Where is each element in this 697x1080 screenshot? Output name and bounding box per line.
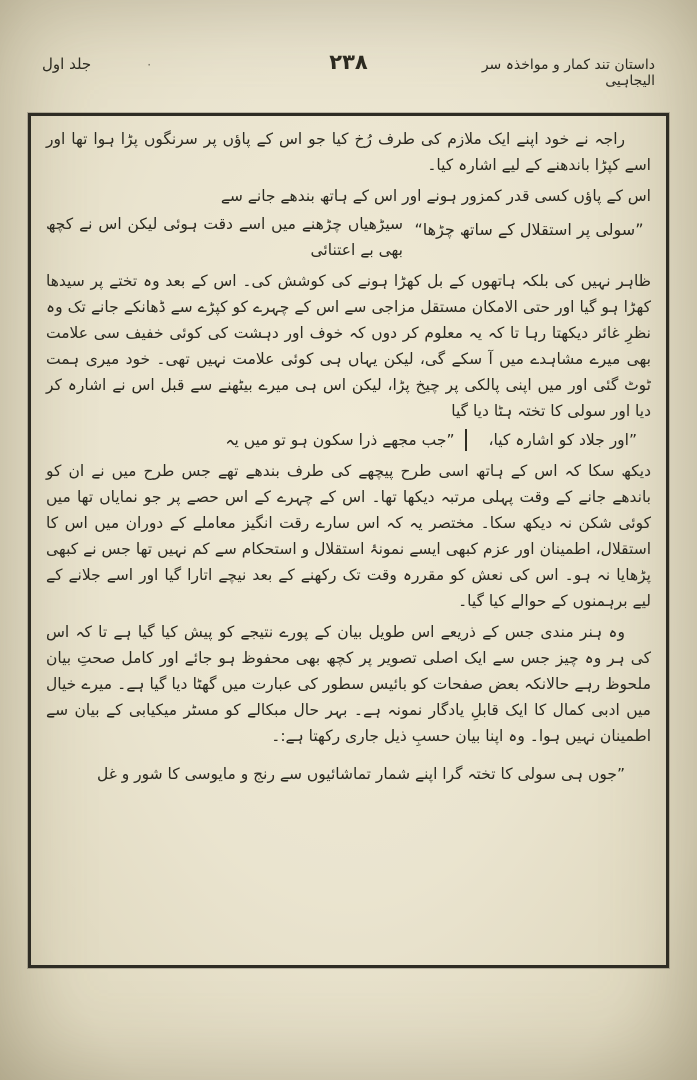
book-title: داستان تند کمار و مواخذہ سر الیجاہیی (481, 57, 655, 89)
opening-paragraph: راجہ نے خود اپنے ایک ملازم کی طرف رُخ کیا جو اس کے پاؤں پر سرنگوں پڑا ہوا تھا اور اسے کپڑا باندھنے کے لیے اشارہ کیا۔ (46, 130, 651, 174)
page-number: ۲۳۸ (329, 50, 368, 74)
divided-line (46, 427, 651, 453)
volume-label: جلد اول (42, 55, 92, 73)
body-paragraph-4: وہ ہنر مندی جس کے ذریعے اس طویل بیان کے پورے نتیجے کو پیش کیا گیا ہے تا کہ اس کی ہر وہ چیز جس سے ایک اصلی تصویر پر کچھ بھی محفوظ ہو جائے اور کامل صحتِ بیان ملحوظ رہے حالانکہ بعض صفحات کو بائیس سطور کی عبارت میں گھٹا دیا گیا ہے۔ میرے خیال میں ادبی کمال کا ایک قابلِ یادگار نمونہ ہے۔ بہر حال مبکالے کو مسٹر میکیابی کے بیان سے اطمینان نہیں ہوا۔ وہ اپنا بیان حسبِ ذیل جاری رکھتا ہے:۔ (46, 623, 651, 745)
body-paragraph-3: دیکھ سکا کہ اس کے ہاتھ اسی طرح پیچھے کی طرف بندھے تھے جس طرح میں نے ان کو باندھے جانے کے وقت پہلی مرتبہ دیکھا تھا۔ اس کے چہرے کے اس حصے پر جو نمایاں تھا میں کوئی شکن نہ دیکھ سکا۔ مختصر یہ کہ اس سارے رقت انگیز معاملے کے دوران میں اس کا استقلال، اطمینان اور عزم کبھی ایسے نمونۂ استقلال و استحکام سے کم نہیں تھا جس نے کبھی پڑھایا نہ ہو۔ اس کی نعش کو مقررہ وقت تک رکھنے کے بعد نیچے اتارا گیا اور اسے جلانے کے لیے برہمنوں کے حوالے کیا گیا۔ (46, 462, 651, 610)
closing-quote: ”جوں ہی سولی کا تختہ گرا اپنے شمار تماشائیوں سے رنج و مایوسی کا شور و غل (96, 765, 625, 783)
page-header (42, 50, 655, 89)
inset-quote: ”سولی پر استقلال کے ساتھ چڑھا“ (414, 220, 644, 239)
lead-line: اس کے پاؤں کسی قدر کمزور ہونے اور اس کے ہاتھ بندھے جانے سے (220, 187, 651, 205)
divided-line-right: ”اور جلاد کو اشارہ کیا، (488, 431, 637, 449)
divided-line-left: ”جب مجھے ذرا سکون ہو تو میں یہ (225, 431, 455, 449)
header-dot: · (147, 58, 152, 72)
text-frame (28, 113, 669, 968)
side-text: سیڑھیاں چڑھنے میں اسے دقت ہوئی لیکن اس نے کچھ بھی بے اعتنائی (46, 215, 403, 259)
header-left-group (42, 55, 246, 73)
body-paragraph-2: ظاہر نہیں کی بلکہ ہاتھوں کے بل کھڑا ہونے کی کوشش کی۔ اس کے بعد وہ تختے پر سیدھا کھڑا ہو گیا اور حتی الامکان مستقل مزاجی سے اس کے چہرے کو کپڑے سے ڈھانکے جانے تک وہ نظرِ غائر دیکھتا رہا تا کہ یہ معلوم کر دوں کہ خوف اور دہشت کی کوئی خفیف سی علامت بھی میرے مشاہدے میں آ سکے گی، لیکن یہاں ہی کوئی علامت نہیں تھی۔ خود میری ہمت ٹوٹ گئی اور میں اپنی پالکی پر چیخ پڑا، لیکن اس ہی میرے بیٹھنے سے قبل اس نے اشارہ کر دیا اور سولی کا تختہ ہٹا دیا گیا (46, 272, 651, 420)
vertical-divider (465, 429, 467, 451)
quote-row (46, 211, 651, 263)
